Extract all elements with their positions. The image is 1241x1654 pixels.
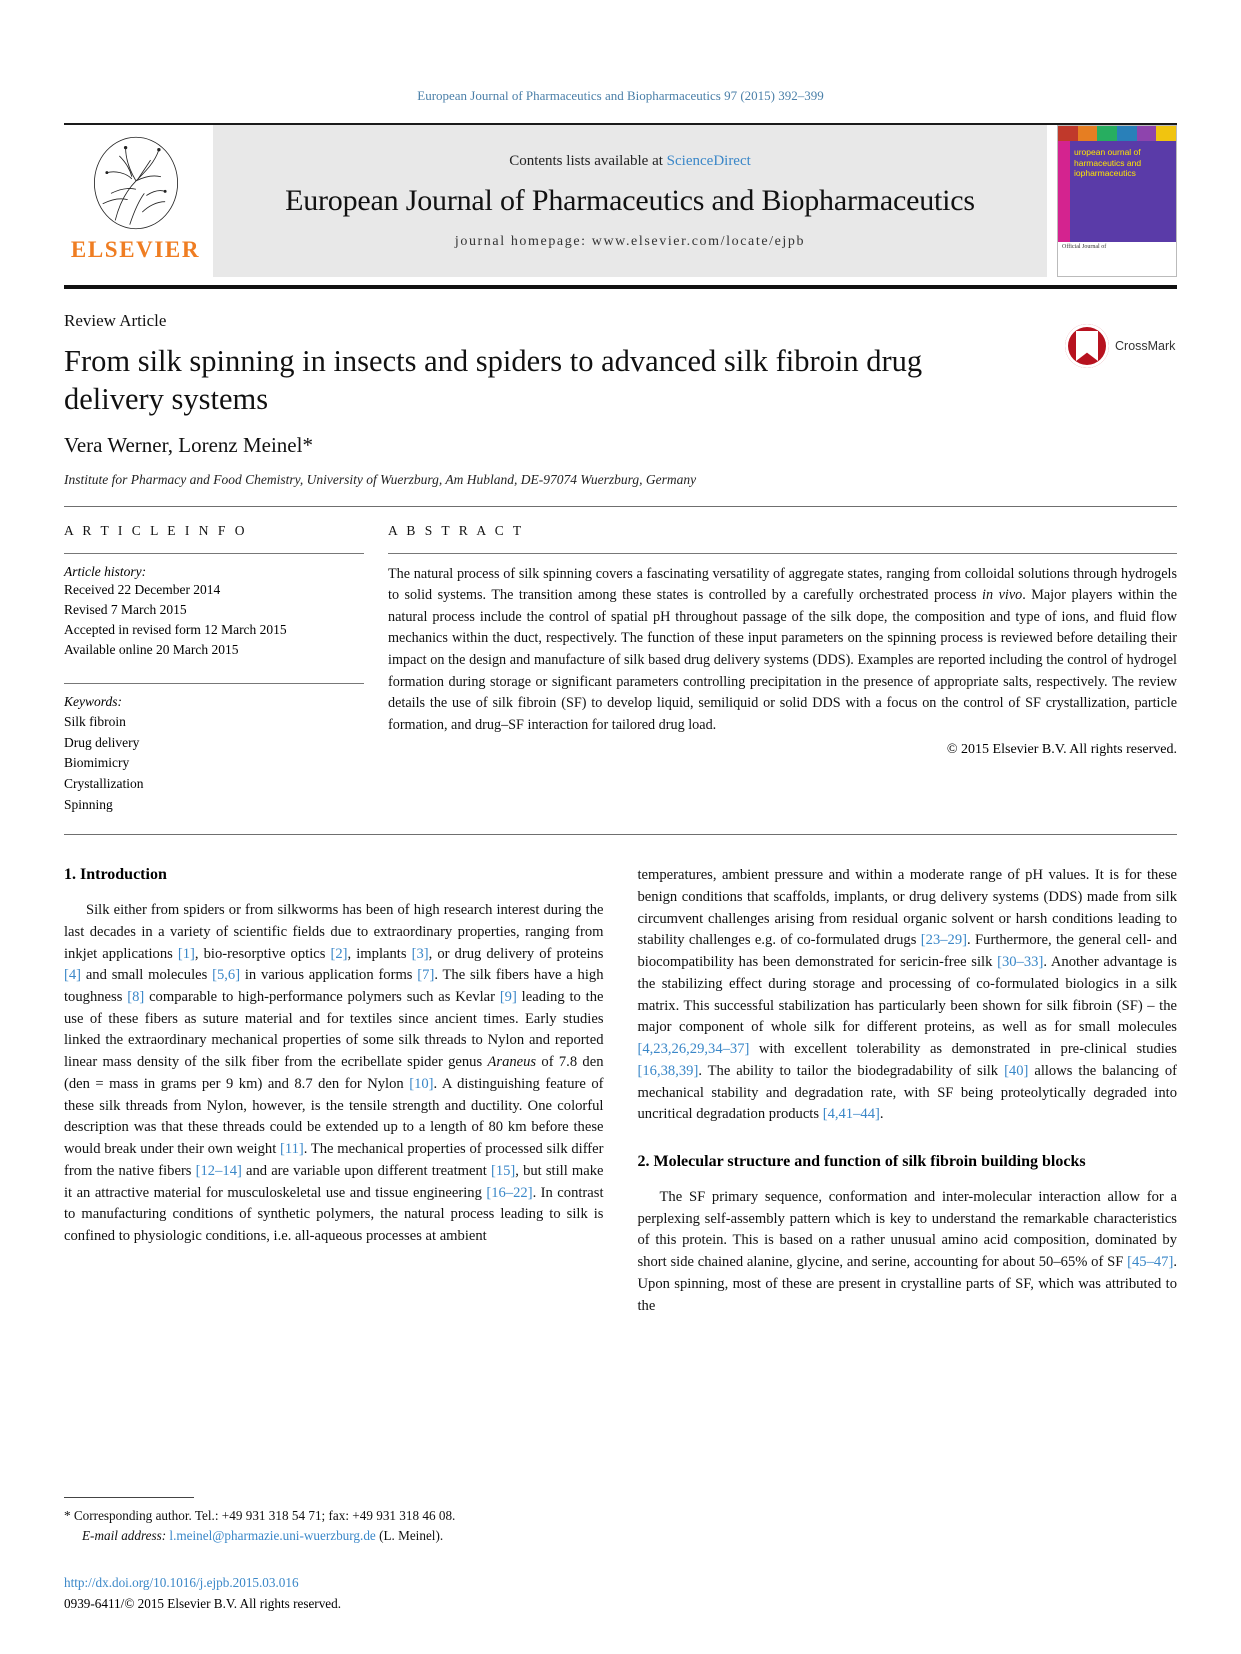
title-block (64, 289, 1177, 488)
citation-link[interactable]: [11] (279, 1141, 304, 1158)
citation-link[interactable]: [1] (177, 945, 195, 962)
citation-link[interactable]: [2] (330, 945, 348, 962)
intro-text-h: comparable to high-performance polymers such as Kevlar (144, 988, 500, 1005)
keyword: Biomimicry (64, 755, 130, 771)
info-divider-2 (64, 683, 364, 684)
citation-link[interactable]: [3] (411, 945, 429, 962)
elsevier-tree-icon (84, 131, 188, 235)
cover-footer: Official Journal of (1058, 242, 1176, 276)
contents-prefix: Contents lists available at (509, 152, 667, 169)
citation-link[interactable]: [16,38,39] (637, 1062, 699, 1079)
keyword: Drug delivery (64, 734, 140, 750)
history-item: Available online 20 March 2015 (64, 642, 239, 658)
intro-text-e: and small molecules (81, 967, 213, 984)
contents-line (509, 153, 751, 170)
journal-homepage[interactable]: journal homepage: www.elsevier.com/locate/ejpb (454, 233, 806, 249)
right-text-c: . Another advantage is the stabilizing effect during storage and processing of co-formulated biologics in a silk matrix. This successful stabilization has particularly been shown for silk fibroin (SF) – the major component of whole silk for different proteins, as well as for small molecules (637, 954, 1177, 1036)
email-suffix: (L. Meinel). (379, 1527, 444, 1543)
abstract (388, 523, 1177, 817)
crossmark-badge[interactable] (1065, 321, 1177, 371)
history-item: Revised 7 March 2015 (64, 601, 187, 617)
doi-link[interactable]: http://dx.doi.org/10.1016/j.ejpb.2015.03.016 (64, 1574, 299, 1590)
keyword: Spinning (64, 797, 113, 813)
abstract-text (388, 564, 1177, 737)
citation-link[interactable]: [45–47] (1127, 1254, 1174, 1271)
intro-text-n: , but still make it an attractive material for musculoskeletal use and tissue engineering (64, 1162, 604, 1201)
corresponding-author-marker: * (302, 432, 313, 457)
right-text-d: with excellent tolerability as demonstrated in pre-clinical studies (749, 1041, 1177, 1058)
right-text-e: . The ability to tailor the biodegradability of silk (698, 1062, 1005, 1079)
citation-link[interactable]: [30–33] (997, 954, 1044, 971)
citation-link[interactable]: [15] (490, 1162, 516, 1179)
elsevier-wordmark: ELSEVIER (70, 237, 201, 262)
article-info (64, 523, 388, 817)
info-divider-1 (64, 553, 364, 554)
abstract-heading: A B S T R A C T (388, 522, 525, 538)
citation-link[interactable]: [10] (409, 1075, 434, 1092)
email-note (64, 1526, 624, 1546)
journal-banner (64, 123, 1177, 277)
keyword: Crystallization (64, 776, 144, 792)
intro-text-a: Silk either from spiders or from silkworms has been of high research interest during the last decades in a variety of scientific fields due to extraordinary properties, ranging from inkjet applications (64, 902, 604, 962)
abstract-divider (388, 553, 1177, 554)
section2-paragraph (638, 1187, 1178, 1317)
citation-link[interactable]: [4,41–44] (822, 1106, 880, 1123)
affiliation: Institute for Pharmacy and Food Chemistry, University of Wuerzburg, Am Hubland, DE-97074 Wuerzburg, Germany (64, 471, 697, 487)
right-text-g: . (879, 1106, 884, 1123)
intro-text-l: . The mechanical properties of processed silk differ from the native fibers (64, 1141, 604, 1179)
journal-banner-center (213, 125, 1047, 277)
cover-band (1058, 141, 1070, 242)
journal-title: European Journal of Pharmaceutics and Biopharmaceutics (285, 183, 975, 217)
email-link[interactable]: l.meinel@pharmazie.uni-wuerzburg.de (169, 1527, 376, 1543)
abstract-part-2: . Major players within the natural process include the control of spatial pH throughout passage of the silk dope, the composition and type of ions, and fluid flow mechanics within the duct, respectively. The function of these input parameters on the spinning process is reviewed before detailing their impact on the design and manufacture of silk based drug delivery systems (DDS). Examples are reported including the control of hydrogel formation during storage or significant parameters controlling precipitation in the presence of appropriate salts, respectively. The review details the use of silk fibroin (SF) to develop liquid, semiliquid or solid DDS with a focus on the control of SF crystallization, particle formation, and drug–SF interaction for tailored drug load. (388, 587, 1177, 733)
keywords-label: Keywords: (64, 693, 122, 709)
corresponding-author-note (64, 1506, 624, 1526)
keyword: Silk fibroin (64, 713, 126, 729)
footnotes (64, 1477, 624, 1614)
section2-text-a: The SF primary sequence, conformation and inter-molecular interaction allow for a perplexing self-assembly pattern which is key to understand the remarkable characteristics of this protein. This is based on a rather unusual amino acid composition, dominated by short side chained alanine, glycine, and serine, accounting for about 50–65% of SF (637, 1188, 1177, 1271)
body-columns (64, 865, 1177, 1317)
intro-text-o: . In contrast to manufacturing conditions of synthetic polymers, the natural process leading to silk is confined to physiologic conditions, i.e. all-aqueous processes at ambient (64, 1184, 604, 1245)
doi-block (64, 1572, 624, 1614)
right-text-f: allows the balancing of mechanical stability and degradation rate, with SF being proteolytically degraded into uncritical degradation products (637, 1062, 1177, 1123)
intro-text-f: in various application forms (240, 967, 418, 984)
history-item: Received 22 December 2014 (64, 581, 221, 597)
article-history-label: Article history: (64, 563, 147, 579)
abstract-in-vivo: in vivo (982, 587, 1023, 604)
citation-link[interactable]: [5,6] (212, 967, 241, 984)
citation-link[interactable]: [4,23,26,29,34–37] (637, 1041, 750, 1058)
intro-text-b: , bio-resorptive optics (194, 945, 331, 962)
crossmark-icon (1065, 324, 1109, 368)
corresponding-author-text: Corresponding author. Tel.: +49 931 318 54 71; fax: +49 931 318 46 08. (73, 1508, 456, 1524)
intro-text-c: , implants (347, 945, 412, 962)
author-list (64, 433, 1177, 458)
section-heading-molecular-structure: 2. Molecular structure and function of silk fibroin building blocks (637, 1153, 1086, 1171)
intro-text-m: and are variable upon different treatment (241, 1162, 491, 1179)
sciencedirect-link[interactable]: ScienceDirect (666, 152, 751, 169)
citation-link[interactable]: [23–29] (920, 932, 968, 949)
intro-paragraph (64, 900, 604, 1248)
citation-link[interactable]: [40] (1004, 1062, 1029, 1079)
species-genus: Araneus (487, 1054, 537, 1071)
intro-continuation (638, 865, 1178, 1126)
citation-link[interactable]: [9] (499, 988, 517, 1005)
abstract-part-1: The natural process of silk spinning covers a fascinating versatility of aggregate states, ranging from colloidal solutions through hydrogels to solid systems. The transition among these states is controlled by a carefully orchestrated process (388, 565, 1177, 604)
footnote-rule (64, 1497, 194, 1498)
running-head: European Journal of Pharmaceutics and Biopharmaceutics 97 (2015) 392–399 (417, 88, 824, 103)
crossmark-label: CrossMark (1115, 339, 1176, 353)
page-title: From silk spinning in insects and spiders to advanced silk fibroin drug delivery systems (64, 344, 923, 416)
section-heading-introduction: 1. Introduction (64, 866, 167, 884)
intro-text-j: of 7.8 den (den = mass in grams per 9 km) and 8.7 den for Nylon (64, 1054, 604, 1092)
citation-link[interactable]: [8] (127, 988, 145, 1005)
intro-text-g: . The silk fibers have a high toughness (64, 967, 604, 1005)
citation-link[interactable]: [4] (64, 967, 82, 984)
citation-link[interactable]: [16–22] (486, 1184, 533, 1201)
citation-link[interactable]: [12–14] (195, 1162, 242, 1179)
left-column (64, 865, 604, 1317)
intro-text-d: , or drug delivery of proteins (428, 945, 604, 962)
intro-text-i: leading to the use of these fibers as suture material and for textiles since ancient times. Early studies linked the extraordinary mechanical properties of some silk threads to Nylon and reported linear mass density of the silk fiber from the ecribellate spider genus (64, 988, 604, 1071)
footnote-marker: * (64, 1508, 71, 1524)
intro-text-k: . A distinguishing feature of these silk threads from Nylon, however, is the tensile strength and ductility. One colorful description was that these threads could be extended up to a length of 80 km before these would break under their own weight (64, 1075, 604, 1158)
section2-text-b: . Upon spinning, most of these are present in crystalline parts of SF, which was attributed to the (637, 1254, 1177, 1314)
citation-link[interactable]: [7] (417, 967, 435, 984)
right-text-a: temperatures, ambient pressure and within a moderate range of pH values. It is for these benign conditions that scaffolds, implants, or drug delivery systems (DDS) made from silk circumvent challenges arising from residual organic solvent or harsh conditions leading to stability challenges e.g. of co-formulated drugs (637, 867, 1177, 949)
cover-swatches (1058, 126, 1176, 141)
abstract-copyright: © 2015 Elsevier B.V. All rights reserved. (946, 742, 1177, 758)
history-item: Accepted in revised form 12 March 2015 (64, 622, 287, 638)
article-info-heading: A R T I C L E I N F O (64, 522, 248, 538)
publisher-logo (64, 125, 207, 277)
right-column (638, 865, 1178, 1317)
journal-cover-thumb[interactable] (1053, 125, 1177, 277)
article-type: Review Article (64, 311, 167, 330)
right-text-b: . Furthermore, the general cell- and biocompatibility has been demonstrated for sericin-free silk (637, 932, 1177, 971)
issn-copyright: 0939-6411/© 2015 Elsevier B.V. All rights reserved. (64, 1595, 342, 1611)
email-label: E-mail address: (82, 1527, 167, 1543)
authors-text: Vera Werner, Lorenz Meinel (64, 432, 303, 457)
cover-text: uropean ournal of harmaceutics and iopharmaceutics (1074, 147, 1142, 179)
abstract-bottom-rule (64, 834, 1177, 835)
info-abstract-region (64, 507, 1177, 817)
